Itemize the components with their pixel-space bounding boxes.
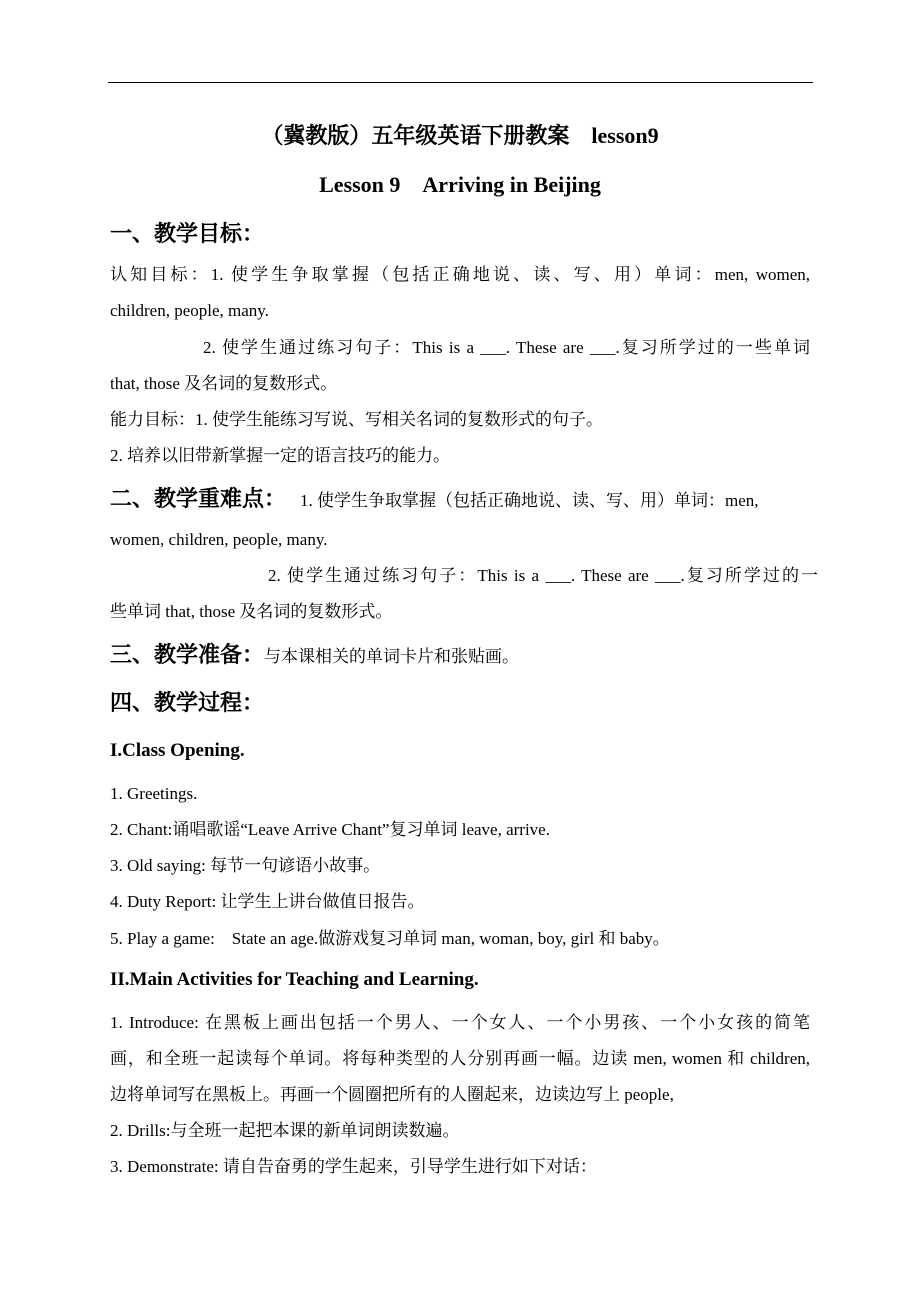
activities-line-4: 2. Drills:与全班一起把本课的新单词朗读数遍。 bbox=[110, 1121, 460, 1140]
key-points-heading-label: 二、教学重难点： bbox=[110, 486, 287, 511]
goals-line-3: 2. 使学生通过练习句子：This is a ___. These are ___.复习所学过的一些单词 bbox=[203, 338, 810, 357]
opening-item-5: 5. Play a game: State an age.做游戏复习单词 man, woman, boy, girl 和 baby。 bbox=[110, 929, 670, 948]
goals-line-1: 认知目标：1. 使学生争取掌握（包括正确地说、读、写、用）单词：men, women, bbox=[110, 265, 810, 284]
header-rule bbox=[108, 82, 813, 83]
activities-line-5: 3. Demonstrate: 请自告奋勇的学生起来，引导学生进行如下对话： bbox=[110, 1157, 597, 1176]
section-heading-goals: 一、教学目标： bbox=[110, 221, 265, 246]
section-heading-process: 四、教学过程： bbox=[110, 690, 265, 715]
opening-item-1: 1. Greetings. bbox=[110, 784, 198, 803]
section-heading-preparation bbox=[110, 640, 519, 672]
activities-line-2: 画，和全班一起读每个单词。将每种类型的人分别再画一幅。边读 men, women 和 children, bbox=[110, 1049, 810, 1068]
section-heading-key-points bbox=[110, 484, 759, 516]
opening-item-2: 2. Chant:诵唱歌谣“Leave Arrive Chant”复习单词 leave, arrive. bbox=[110, 820, 550, 839]
goals-line-6: 2. 培养以旧带新掌握一定的语言技巧的能力。 bbox=[110, 446, 450, 465]
goals-line-4: that, those 及名词的复数形式。 bbox=[110, 374, 338, 393]
key-points-line-2: women, children, people, many. bbox=[110, 530, 328, 549]
key-points-line-1: 1. 使学生争取掌握（包括正确地说、读、写、用）单词：men, bbox=[300, 491, 759, 510]
part-heading-class-opening: I.Class Opening. bbox=[110, 740, 245, 761]
goals-line-5: 能力目标：1. 使学生能练习写说、写相关名词的复数形式的句子。 bbox=[110, 410, 603, 429]
document-title: （冀教版）五年级英语下册教案 lesson9 bbox=[261, 123, 659, 148]
key-points-line-4: 些单词 that, those 及名词的复数形式。 bbox=[110, 602, 393, 621]
part-heading-main-activities: II.Main Activities for Teaching and Learning. bbox=[110, 969, 479, 990]
opening-item-4: 4. Duty Report: 让学生上讲台做值日报告。 bbox=[110, 892, 425, 911]
activities-line-1: 1. Introduce: 在黑板上画出包括一个男人、一个女人、一个小男孩、一个小女孩的简笔 bbox=[110, 1013, 810, 1032]
preparation-text: 与本课相关的单词卡片和张贴画。 bbox=[264, 647, 520, 666]
key-points-line-3: 2. 使学生通过练习句子：This is a ___. These are ___.复习所学过的一 bbox=[268, 566, 818, 585]
lesson-subtitle: Lesson 9 Arriving in Beijing bbox=[319, 172, 601, 197]
activities-line-3: 边将单词写在黑板上。再画一个圆圈把所有的人圈起来，边读边写上 people, bbox=[110, 1085, 674, 1104]
preparation-heading-label: 三、教学准备： bbox=[110, 642, 265, 667]
opening-item-3: 3. Old saying: 每节一句谚语小故事。 bbox=[110, 856, 381, 875]
goals-line-2: children, people, many. bbox=[110, 301, 269, 320]
